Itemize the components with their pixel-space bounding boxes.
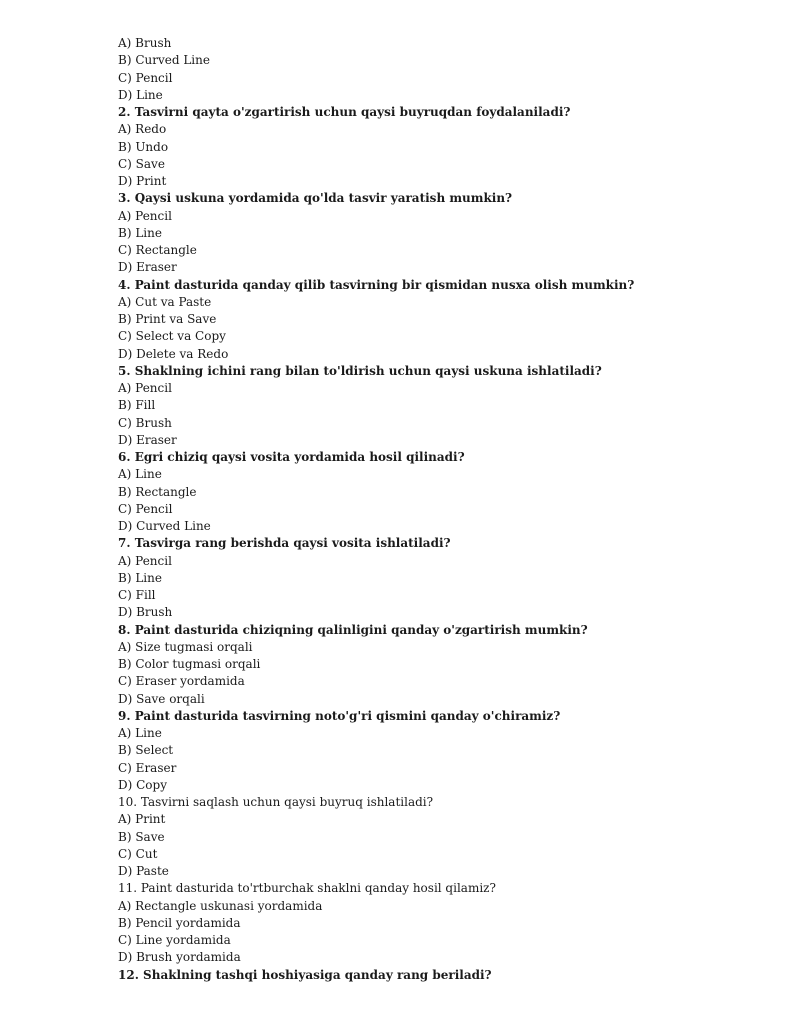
- answer-option: B) Fill: [118, 398, 156, 413]
- answer-option: D) Curved Line: [118, 519, 211, 533]
- answer-option: B) Curved Line: [118, 53, 210, 68]
- answer-option: C) Cut: [118, 846, 158, 861]
- answer-option: C) Select va Copy: [118, 329, 226, 344]
- answer-option: C) Fill: [118, 588, 156, 602]
- answer-option: C) Eraser: [118, 760, 177, 775]
- answer-option: B) Line: [118, 570, 162, 585]
- answer-option: A) Line: [118, 726, 162, 740]
- answer-option: D) Brush: [118, 605, 173, 620]
- answer-option: B) Rectangle: [118, 484, 197, 499]
- answer-option: D) Brush yordamida: [118, 950, 241, 965]
- answer-option: B) Color tugmasi orqali: [118, 657, 261, 671]
- question-text: 12. Shaklning tashqi hoshiyasiga qanday rang beriladi?: [118, 967, 492, 982]
- question-text: 7. Tasvirga rang berishda qaysi vosita ishlatiladi?: [118, 536, 451, 551]
- document-page: [118, 35, 758, 984]
- answer-option: 10. Tasvirni saqlash uchun qaysi buyruq ishlatiladi?: [118, 795, 434, 809]
- question-text: 9. Paint dasturida tasvirning noto'g'ri qismini qanday o'chiramiz?: [118, 708, 561, 723]
- answer-option: A) Pencil: [118, 553, 172, 568]
- answer-option: D) Line: [118, 87, 163, 102]
- answer-option: B) Undo: [118, 139, 169, 154]
- answer-option: A) Pencil: [118, 208, 172, 223]
- answer-option: A) Line: [118, 467, 162, 482]
- answer-option: A) Print: [118, 812, 166, 827]
- question-text: 5. Shaklning ichini rang bilan to'ldirish uchun qaysi uskuna ishlatiladi?: [118, 363, 602, 378]
- question-text: 8. Paint dasturida chiziqning qalinligini qanday o'zgartirish mumkin?: [118, 622, 588, 637]
- answer-option: B) Save: [118, 829, 165, 844]
- question-text: 2. Tasvirni qayta o'zgartirish uchun qaysi buyruqdan foydalaniladi?: [118, 105, 571, 119]
- answer-option: C) Pencil: [118, 501, 173, 516]
- answer-option: C) Eraser yordamida: [118, 674, 245, 689]
- answer-option: D) Print: [118, 174, 167, 188]
- answer-option: C) Rectangle: [118, 243, 197, 257]
- answer-option: D) Copy: [118, 777, 167, 792]
- answer-option: C) Pencil: [118, 70, 173, 85]
- answer-option: A) Rectangle uskunasi yordamida: [118, 898, 323, 913]
- answer-option: D) Paste: [118, 864, 169, 878]
- answer-option: B) Line: [118, 225, 162, 240]
- answer-option: A) Cut va Paste: [118, 294, 212, 309]
- answer-option: D) Save orqali: [118, 691, 205, 706]
- answer-option: B) Pencil yordamida: [118, 915, 241, 930]
- question-text: 6. Egri chiziq qaysi vosita yordamida hosil qilinadi?: [118, 450, 465, 464]
- answer-option: D) Eraser: [118, 260, 177, 275]
- answer-option: D) Eraser: [118, 432, 177, 447]
- question-text: 4. Paint dasturida qanday qilib tasvirning bir qismidan nusxa olish mumkin?: [118, 277, 635, 292]
- answer-option: A) Redo: [118, 122, 167, 137]
- answer-option: B) Print va Save: [118, 312, 217, 326]
- answer-option: C) Line yordamida: [118, 933, 231, 947]
- answer-option: A) Pencil: [118, 381, 172, 395]
- answer-option: C) Save: [118, 156, 165, 171]
- question-text: 3. Qaysi uskuna yordamida qo'lda tasvir yaratish mumkin?: [118, 191, 513, 206]
- answer-option: B) Select: [118, 743, 174, 758]
- answer-option: A) Brush: [118, 36, 172, 50]
- answer-option: A) Size tugmasi orqali: [118, 639, 253, 654]
- answer-option: D) Delete va Redo: [118, 346, 229, 361]
- answer-option: 11. Paint dasturida to'rtburchak shaklni qanday hosil qilamiz?: [118, 881, 496, 896]
- answer-option: C) Brush: [118, 415, 172, 430]
